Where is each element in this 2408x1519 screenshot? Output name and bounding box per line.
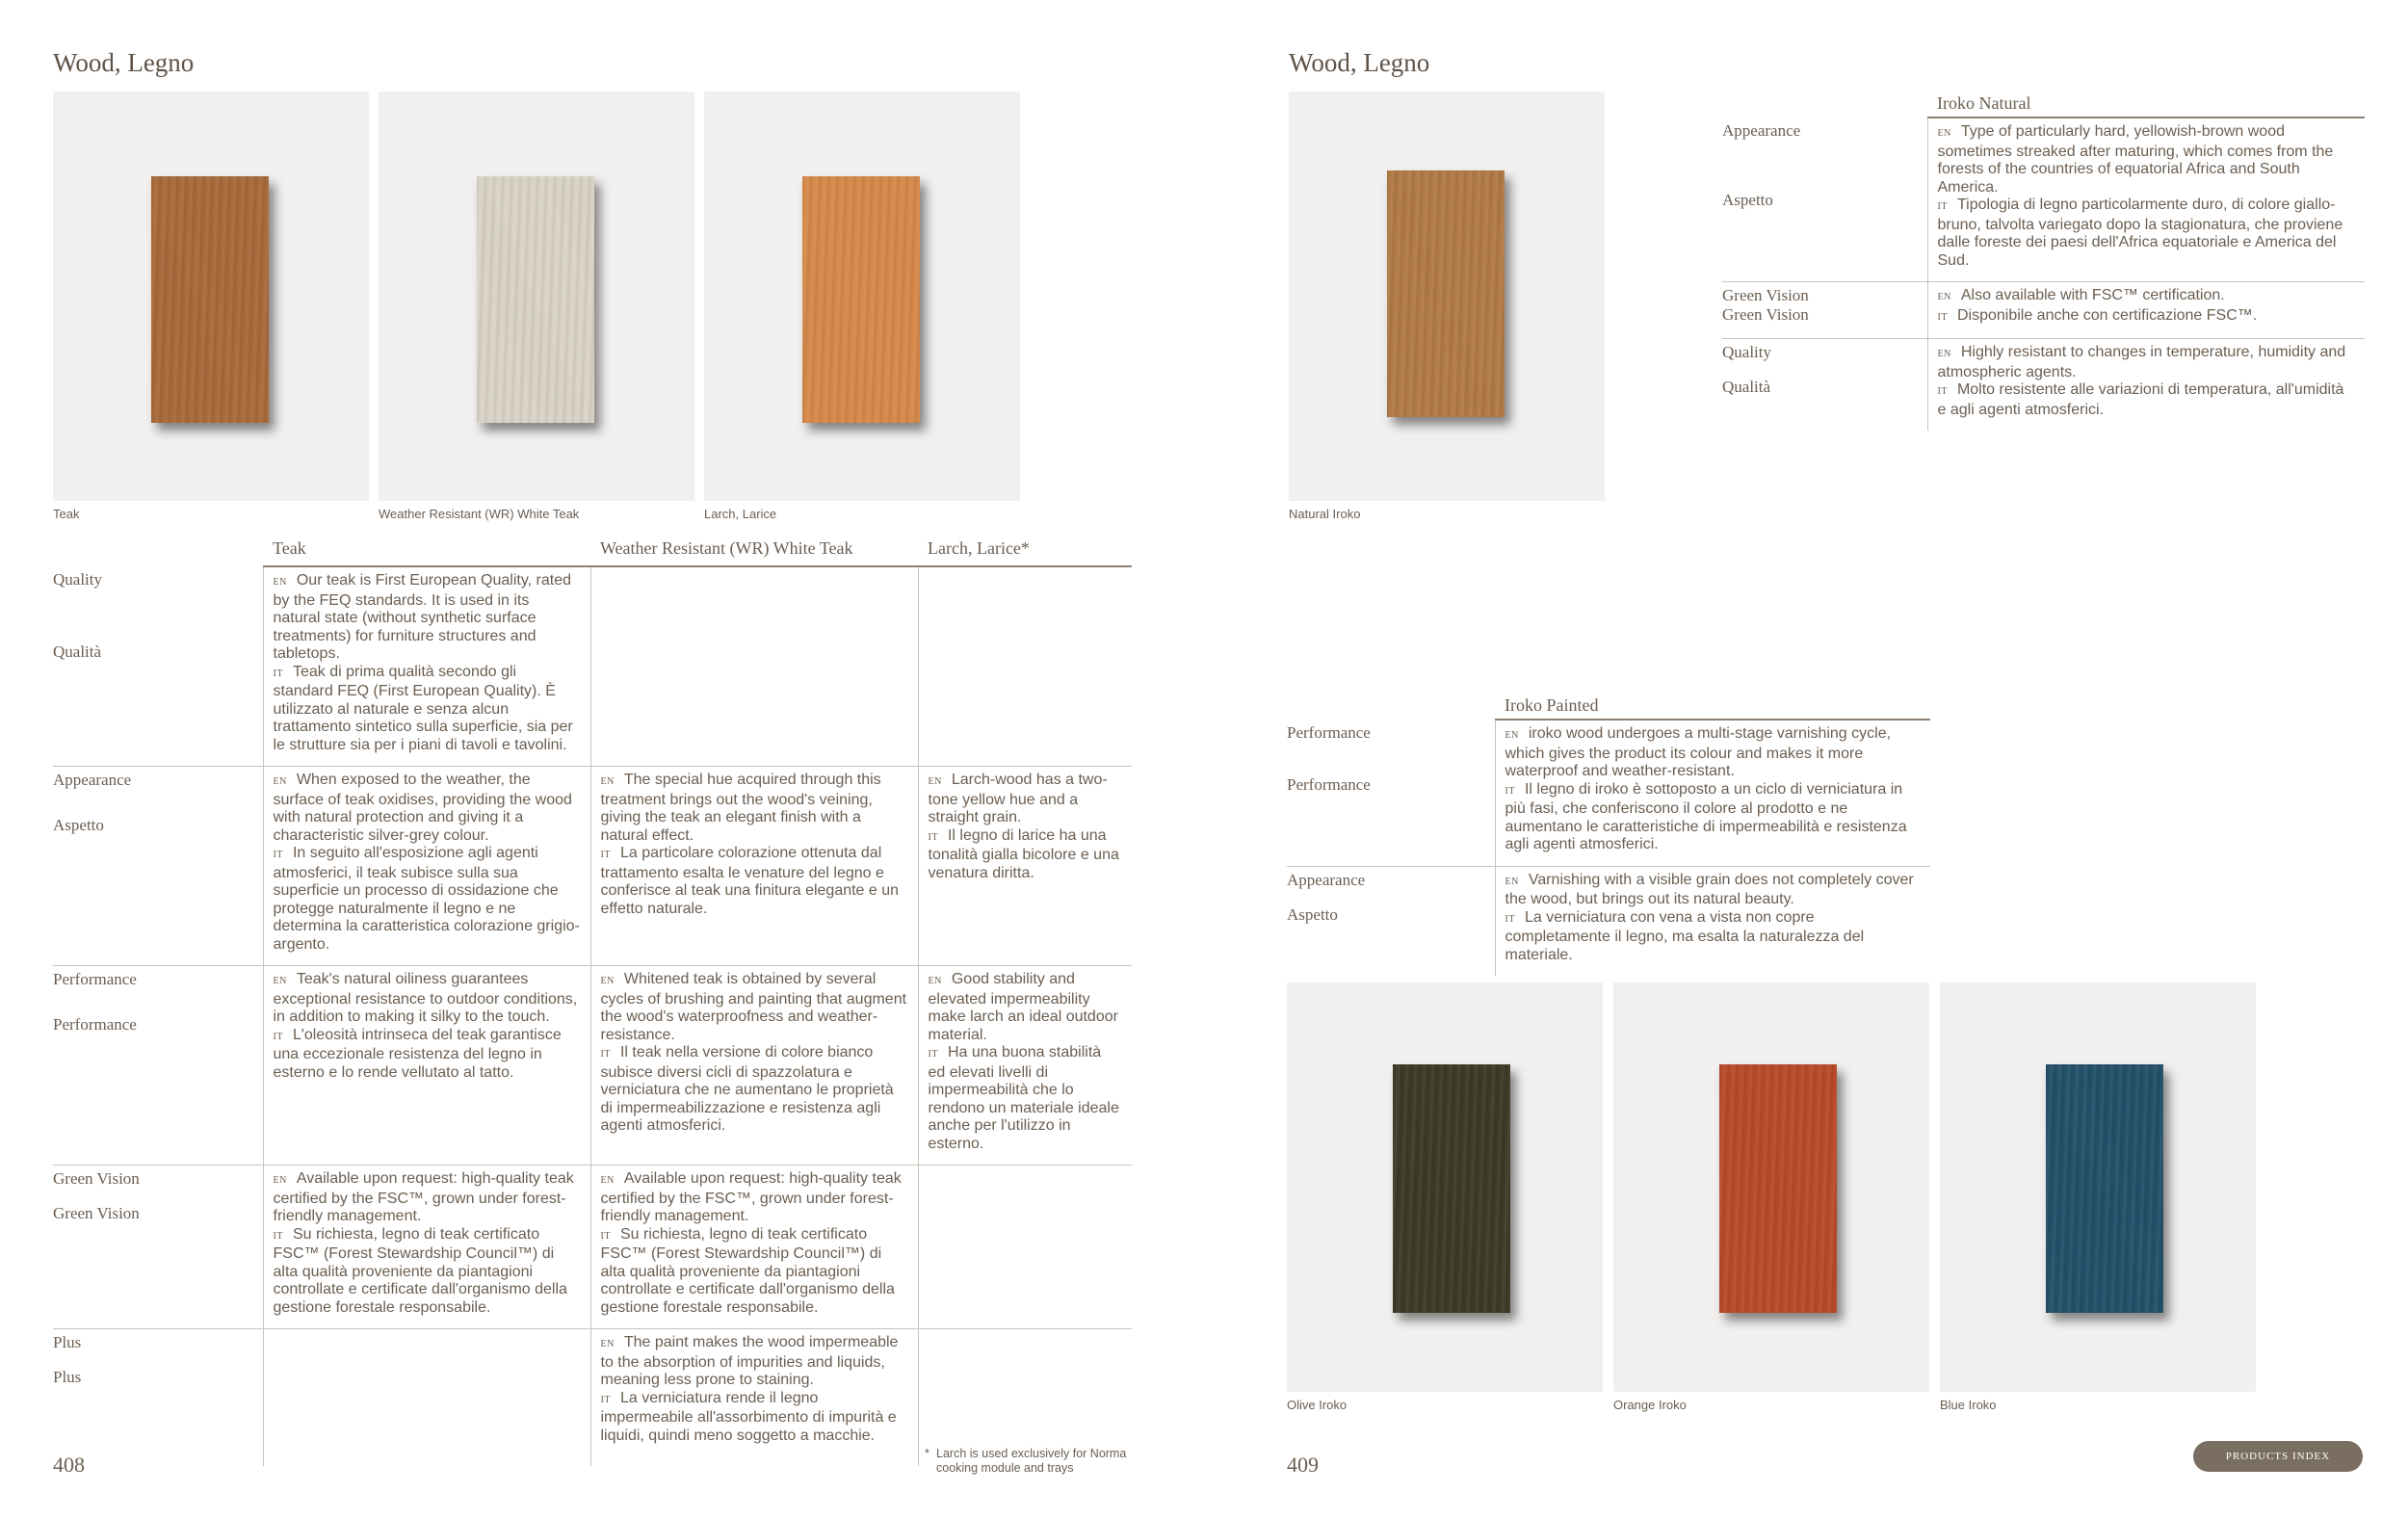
row-label xyxy=(1287,866,1495,976)
iroko-natural-table-wrap xyxy=(1722,93,2365,431)
text-en-content: Teak's natural oiliness guarantees exceptional resistance to outdoor conditions, in addition to making it silky to the touch. xyxy=(273,971,578,1025)
text-it xyxy=(1938,307,2356,327)
text-it xyxy=(274,845,581,954)
table-row xyxy=(1722,339,2365,432)
lang-tag-it: IT xyxy=(273,850,283,860)
text-en xyxy=(601,772,908,845)
table-cell xyxy=(918,767,1132,966)
row-label-it: Aspetto xyxy=(53,816,104,834)
table-row xyxy=(53,767,1132,966)
table-row xyxy=(53,1329,1132,1467)
lang-tag-en: EN xyxy=(273,976,287,986)
text-en-content: Good stability and elevated impermeability make larch an ideal outdoor material. xyxy=(928,971,1118,1043)
row-label-en: Performance xyxy=(1287,723,1371,742)
footnote-text: Larch is used exclusively for Norma cooking module and trays xyxy=(936,1447,1127,1475)
text-it-content: Il teak nella versione di colore bianco subisce diversi cicli di spazzolatura e verniciatura che ne aumentano le proprietà di impermeabilizzazione e resistenza agli agenti atmosferici. xyxy=(600,1044,894,1134)
text-en-content: The paint makes the wood impermeable to the absorption of impurities and liquids, meaning less prone to staining. xyxy=(600,1334,899,1388)
row-label xyxy=(1722,118,1927,282)
row-label-it: Qualità xyxy=(1722,378,1771,396)
row-label-en: Quality xyxy=(53,570,102,589)
text-en xyxy=(274,572,581,664)
swatch-tile-1 xyxy=(53,92,369,501)
swatch-caption: Teak xyxy=(53,507,80,521)
text-en xyxy=(601,1334,908,1390)
row-label xyxy=(1722,282,1927,339)
text-en-content: Whitened teak is obtained by several cycles of brushing and painting that augment the wood's waterproofness and weather-resistance. xyxy=(600,971,907,1043)
text-en xyxy=(1938,344,2356,381)
table-cell xyxy=(263,1329,590,1467)
painted-swatch-tile-3 xyxy=(1940,982,2256,1392)
table-cell xyxy=(590,566,918,767)
text-it-content: La particolare colorazione ottenuta dal trattamento esalta le venature del legno e conferisce al teak una finitura elegante e un effetto naturale. xyxy=(600,845,900,917)
text-it xyxy=(1938,381,2356,419)
text-it xyxy=(601,1226,908,1318)
row-label-it: Plus xyxy=(53,1368,82,1386)
text-it-content: L'oleosità intrinseca del teak garantisce una eccezionale resistenza del legno in esterno e lo rende vellutato al tatto. xyxy=(273,1026,562,1081)
lang-tag-en: EN xyxy=(600,1339,615,1349)
lang-tag-it: IT xyxy=(600,1230,611,1242)
text-en-content: The special hue acquired through this treatment brings out the wood's veining, giving the teak an elegant finish with a natural effect. xyxy=(600,772,881,844)
text-it-content: Tipologia di legno particolarmente duro, di colore giallo-bruno, talvolta variegato dopo la stagionatura, che proviene dalle foreste dei paesi dell'Africa equatoriale e America del Sud. xyxy=(1937,196,2343,269)
table-row xyxy=(1722,118,2365,282)
painted-swatch-tile-1 xyxy=(1287,982,1603,1392)
text-it xyxy=(274,1027,581,1083)
text-it xyxy=(601,845,908,918)
text-it xyxy=(274,1226,581,1318)
table-cell xyxy=(263,566,590,767)
text-en xyxy=(601,971,908,1044)
table-row xyxy=(1722,282,2365,339)
page-number-left: 408 xyxy=(53,1453,85,1477)
text-en xyxy=(1938,287,2356,307)
text-it-content: Disponibile anche con certificazione FSC™. xyxy=(1956,306,2258,324)
row-label-en: Green Vision xyxy=(53,1169,140,1188)
text-it xyxy=(601,1044,908,1136)
text-it-content: La verniciatura con vena a vista non copre completamente il legno, ma esalta la naturalezza del materiale. xyxy=(1505,908,1865,963)
text-it-content: Il legno di iroko è sottoposto a un ciclo di verniciatura in più fasi, che conferiscono il colore al prodotto e ne aumentano le caratteristiche di impermeabilità e resistenza agli agenti atmosferici. xyxy=(1505,780,1907,852)
row-label-it: Performance xyxy=(1287,775,1371,794)
products-index-button[interactable]: PRODUCTS INDEX xyxy=(2193,1441,2363,1472)
table-cell xyxy=(263,767,590,966)
painted-wood-swatch-2 xyxy=(1719,1064,1837,1313)
painted-wood-swatch-3 xyxy=(2046,1064,2163,1313)
text-en xyxy=(274,772,581,845)
painted-swatch-tile-2 xyxy=(1613,982,1929,1392)
column-header-teak: Teak xyxy=(263,538,590,566)
lang-tag-it: IT xyxy=(600,1394,611,1405)
row-label-en: Plus xyxy=(53,1333,82,1351)
lang-tag-en: EN xyxy=(273,577,287,588)
row-label-en: Appearance xyxy=(1722,121,1801,140)
text-en xyxy=(929,772,1123,827)
text-it-content: Teak di prima qualità secondo gli standard FEQ (First European Quality). È utilizzato al naturale e senza alcun trattamento sintetico sulla superficie, sia per le strutture sia per i piani di tavoli e tavolini. xyxy=(273,663,573,753)
text-en-content: Highly resistant to changes in temperature, humidity and atmospheric agents. xyxy=(1937,344,2346,380)
page-number-right: 409 xyxy=(1287,1453,1319,1477)
text-en-content: Type of particularly hard, yellowish-brown wood sometimes streaked after maturing, which comes from the forests of the countries of equatorial Africa and South America. xyxy=(1937,123,2334,196)
footnote-mark: * xyxy=(925,1447,929,1460)
table-cell xyxy=(1495,866,1930,976)
right-page-title: Wood, Legno xyxy=(1289,48,1430,77)
table-cell xyxy=(590,1165,918,1329)
text-en xyxy=(1938,123,2356,196)
text-it-content: Su richiesta, legno di teak certificato FSC™ (Forest Stewardship Council™) di alta qualità proveniente da piantagioni controllate e certificate dall'organismo della gestione forestale responsabile. xyxy=(273,1225,567,1316)
row-label xyxy=(53,1329,263,1467)
row-label-it: Green Vision xyxy=(53,1204,140,1222)
text-en xyxy=(274,971,581,1027)
iroko-painted-header: Iroko Painted xyxy=(1495,695,1930,720)
row-label-it: Aspetto xyxy=(1287,904,1338,924)
wood-swatch-2 xyxy=(477,176,594,423)
row-label-en: Appearance xyxy=(1287,870,1366,889)
text-it xyxy=(929,827,1123,883)
text-it xyxy=(929,1044,1123,1153)
iroko-painted-table-wrap xyxy=(1287,695,1930,976)
row-label-it: Qualità xyxy=(53,642,102,661)
lang-tag-it: IT xyxy=(1937,386,1948,397)
wood-swatch-3 xyxy=(802,176,920,423)
table-cell xyxy=(1927,282,2365,339)
row-label-it: Aspetto xyxy=(1722,191,1773,209)
text-en-content: Also available with FSC™ certification. xyxy=(1960,287,2225,303)
table-row xyxy=(53,966,1132,1165)
left-page-title: Wood, Legno xyxy=(53,48,195,77)
text-it xyxy=(274,664,581,755)
table-cell xyxy=(263,966,590,1165)
table-cell xyxy=(590,1329,918,1467)
text-it xyxy=(1938,196,2356,270)
iroko-natural-header: Iroko Natural xyxy=(1927,93,2365,118)
swatch-caption: Blue Iroko xyxy=(1940,1398,1997,1412)
text-en-content: When exposed to the weather, the surface of teak oxidises, providing the wood with natural protection and giving it a characteristic silver-grey colour. xyxy=(273,772,572,844)
text-en-content: Our teak is First European Quality, rated by the FEQ standards. It is used in its natural state (without synthetic surface treatments) for furniture structures and tabletops. xyxy=(273,572,571,662)
row-label xyxy=(1722,339,1927,432)
text-it-content: Il legno di larice ha una tonalità gialla bicolore e una venatura diritta. xyxy=(928,826,1119,881)
text-en-content: iroko wood undergoes a multi-stage varnishing cycle, which gives the product its colour and makes it more waterproof and weather-resistant. xyxy=(1505,725,1892,779)
text-en xyxy=(929,971,1123,1044)
left-spec-table-wrap xyxy=(53,538,1132,1466)
left-spec-table xyxy=(53,538,1132,1466)
row-label xyxy=(1287,720,1495,866)
lang-tag-en: EN xyxy=(928,776,942,787)
text-it xyxy=(601,1390,908,1446)
swatch-tile-natural-iroko xyxy=(1289,92,1605,501)
lang-tag-en: EN xyxy=(928,976,942,986)
row-label xyxy=(53,1165,263,1329)
lang-tag-it: IT xyxy=(600,1049,611,1060)
lang-tag-it: IT xyxy=(928,831,938,843)
text-en xyxy=(1505,872,1922,909)
table-cell xyxy=(918,1329,1132,1467)
table-row xyxy=(1287,866,1930,976)
swatch-caption: Orange Iroko xyxy=(1613,1398,1687,1412)
lang-tag-en: EN xyxy=(273,776,287,787)
lang-tag-it: IT xyxy=(1937,201,1948,212)
lang-tag-en: EN xyxy=(1505,876,1519,887)
lang-tag-en: EN xyxy=(600,976,615,986)
table-cell xyxy=(918,566,1132,767)
table-row xyxy=(53,566,1132,767)
table-row xyxy=(1287,720,1930,866)
lang-tag-it: IT xyxy=(1505,785,1515,797)
lang-tag-en: EN xyxy=(1937,128,1951,139)
footnote xyxy=(925,1447,1137,1476)
swatch-caption: Weather Resistant (WR) White Teak xyxy=(379,507,580,521)
table-cell xyxy=(1927,339,2365,432)
text-en xyxy=(1505,725,1922,781)
row-label-en: Performance xyxy=(53,970,137,988)
lang-tag-en: EN xyxy=(600,1175,615,1186)
lang-tag-en: EN xyxy=(1937,292,1951,302)
row-label xyxy=(53,767,263,966)
lang-tag-it: IT xyxy=(273,1230,283,1242)
text-en xyxy=(601,1170,908,1226)
column-header-white-teak: Weather Resistant (WR) White Teak xyxy=(590,538,918,566)
text-it xyxy=(1505,781,1922,854)
table-cell xyxy=(918,966,1132,1165)
swatch-caption: Olive Iroko xyxy=(1287,1398,1348,1412)
table-cell xyxy=(263,1165,590,1329)
lang-tag-en: EN xyxy=(1937,349,1951,359)
iroko-natural-table xyxy=(1722,93,2365,431)
swatch-tile-3 xyxy=(704,92,1020,501)
text-it xyxy=(1505,909,1922,965)
painted-wood-swatch-1 xyxy=(1393,1064,1510,1313)
text-it-content: Su richiesta, legno di teak certificato FSC™ (Forest Stewardship Council™) di alta qualità proveniente da piantagioni controllate e certificate dall'organismo della gestione forestale responsabile. xyxy=(600,1225,895,1316)
column-header-larch: Larch, Larice* xyxy=(918,538,1132,566)
lang-tag-it: IT xyxy=(1937,311,1948,323)
row-label xyxy=(53,566,263,767)
lang-tag-it: IT xyxy=(1505,913,1515,925)
text-en-content: Varnishing with a visible grain does not completely cover the wood, but brings out its natural beauty. xyxy=(1505,871,1914,907)
lang-tag-it: IT xyxy=(600,850,611,860)
lang-tag-en: EN xyxy=(273,1175,287,1186)
swatch-caption: Natural Iroko xyxy=(1289,507,1361,521)
swatch-tile-2 xyxy=(379,92,694,501)
lang-tag-it: IT xyxy=(273,1031,283,1042)
lang-tag-it: IT xyxy=(928,1049,938,1060)
wood-swatch-1 xyxy=(151,176,269,423)
row-label-it: Green Vision xyxy=(1722,305,1809,324)
text-en xyxy=(274,1170,581,1226)
table-cell xyxy=(590,767,918,966)
text-en-content: Available upon request: high-quality teak certified by the FSC™, grown under forest-friendly management. xyxy=(600,1170,902,1224)
natural-iroko-swatch xyxy=(1387,170,1505,417)
table-cell xyxy=(590,966,918,1165)
row-label-it: Performance xyxy=(53,1015,137,1034)
table-row xyxy=(53,1165,1132,1329)
row-label-en: Quality xyxy=(1722,343,1771,361)
lang-tag-en: EN xyxy=(1505,730,1519,741)
text-it-content: Ha una buona stabilità ed elevati livelli di impermeabilità che lo rendono un materiale ideale anche per l'utilizzo in esterno. xyxy=(928,1044,1119,1152)
lang-tag-en: EN xyxy=(600,776,615,787)
table-cell xyxy=(918,1165,1132,1329)
text-it-content: In seguito all'esposizione agli agenti atmosferici, il teak subisce sulla sua superficie un processo di ossidazione che protegge naturalmente il legno e ne determina la caratteristica colorazione grigio-argento. xyxy=(273,845,580,953)
lang-tag-it: IT xyxy=(273,668,283,679)
text-it-content: Molto resistente alle variazioni di temperatura, all'umidità e agli agenti atmosferici. xyxy=(1937,381,2344,418)
row-label-en: Appearance xyxy=(53,771,132,789)
row-label xyxy=(53,966,263,1165)
row-label-en: Green Vision xyxy=(1722,286,1809,304)
swatch-caption: Larch, Larice xyxy=(704,507,777,521)
text-en-content: Larch-wood has a two-tone yellow hue and a straight grain. xyxy=(928,772,1108,825)
table-cell xyxy=(1927,118,2365,282)
text-en-content: Available upon request: high-quality teak certified by the FSC™, grown under forest-friendly management. xyxy=(273,1170,574,1224)
table-cell xyxy=(1495,720,1930,866)
text-it-content: La verniciatura rende il legno impermeabile all'assorbimento di impurità e liquidi, quindi meno soggetto a macchie. xyxy=(600,1389,897,1444)
iroko-painted-table xyxy=(1287,695,1930,976)
